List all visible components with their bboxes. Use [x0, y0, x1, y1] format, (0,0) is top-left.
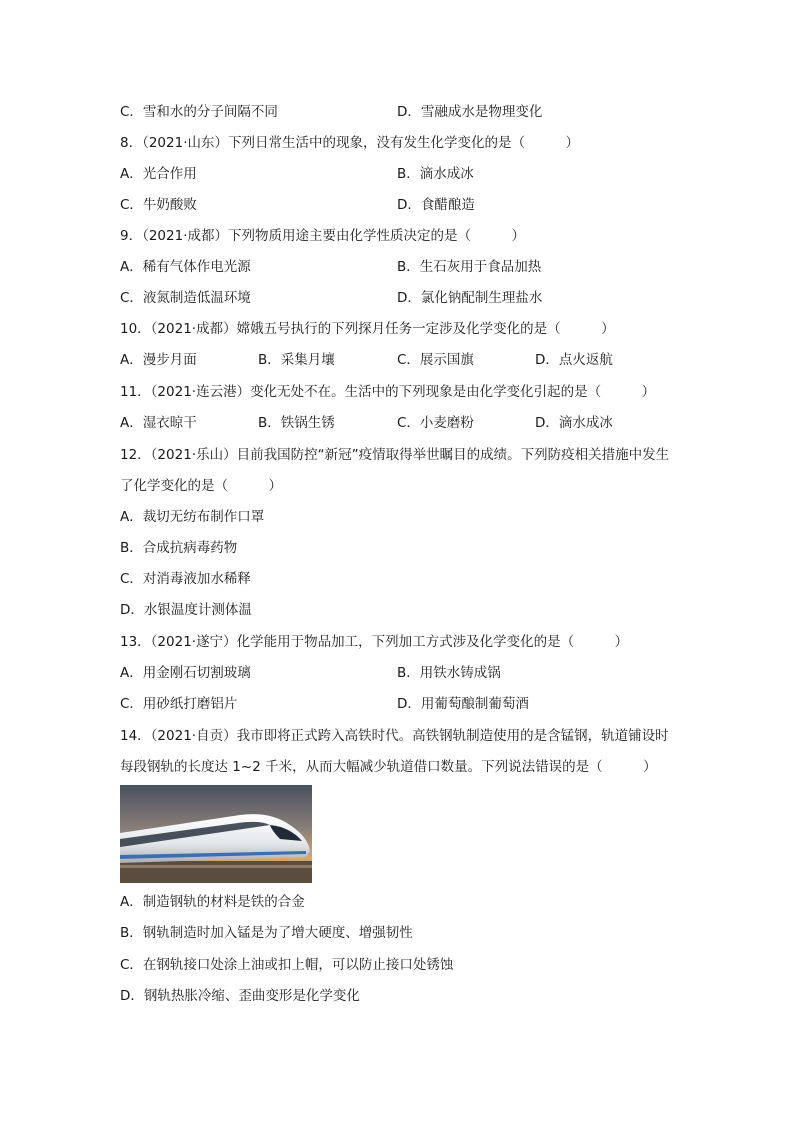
- q8-option-c: C．牛奶酸败: [120, 197, 197, 213]
- q11-stem: 11．（2021·连云港）变化无处不在。生活中的下列现象是由化学变化引起的是（ ）: [120, 384, 656, 400]
- q14-stem-line-2: 每段钢轨的长度达 1~2 千米，从而大幅减少轨道借口数量。下列说法错误的是（ ）: [120, 759, 657, 775]
- q11-option-d: D．滴水成冰: [535, 415, 613, 431]
- q11-option-a: A．湿衣晾干: [120, 415, 197, 431]
- q14-option-b: B．钢轨制造时加入锰是为了增大硬度、增强韧性: [120, 925, 413, 941]
- q14-stem-line-1: 14．（2021·自贡）我市即将正式跨入高铁时代。高铁钢轨制造使用的是含锰钢，轨道铺设时: [120, 728, 669, 744]
- q9-option-d: D．氯化钠配制生理盐水: [397, 290, 543, 306]
- q9-option-a: A．稀有气体作电光源: [120, 259, 251, 275]
- q9-option-b: B．生石灰用于食品加热: [397, 259, 542, 275]
- q10-option-d: D．点火返航: [535, 352, 613, 368]
- q14-option-d: D．钢轨热胀冷缩、歪曲变形是化学变化: [120, 988, 360, 1004]
- q12-option-a: A．裁切无纺布制作口罩: [120, 509, 265, 525]
- q7-option-d: D．雪融成水是物理变化: [397, 104, 543, 120]
- q13-option-d: D．用葡萄酿制葡萄酒: [397, 696, 529, 712]
- q10-option-b: B．采集月壤: [258, 352, 335, 368]
- q12-option-c: C．对消毒液加水稀释: [120, 571, 251, 587]
- q12-stem-line-2: 了化学变化的是（ ）: [120, 478, 282, 494]
- q7-option-c: C．雪和水的分子间隔不同: [120, 104, 278, 120]
- q8-option-b: B．滴水成冰: [397, 166, 474, 182]
- q12-option-b: B．合成抗病毒药物: [120, 540, 238, 556]
- q13-option-a: A．用金刚石切割玻璃: [120, 665, 251, 681]
- q10-option-a: A．漫步月面: [120, 352, 197, 368]
- q10-stem: 10．（2021·成都）嫦娥五号执行的下列探月任务一定涉及化学变化的是（ ）: [120, 321, 615, 337]
- q8-option-d: D．食醋酿造: [397, 197, 475, 213]
- q12-option-d: D．水银温度计测体温: [120, 602, 252, 618]
- q9-option-c: C．液氮制造低温环境: [120, 290, 251, 306]
- q11-option-c: C．小麦磨粉: [397, 415, 474, 431]
- q8-stem: 8．（2021·山东）下列日常生活中的现象，没有发生化学变化的是（ ）: [120, 135, 579, 151]
- q14-option-a: A．制造钢轨的材料是铁的合金: [120, 894, 305, 910]
- q8-option-a: A．光合作用: [120, 166, 197, 182]
- q13-option-b: B．用铁水铸成锅: [397, 665, 501, 681]
- q11-option-b: B．铁锅生锈: [258, 415, 335, 431]
- q14-option-c: C．在钢轨接口处涂上油或扣上帽，可以防止接口处锈蚀: [120, 957, 454, 973]
- high-speed-train-image: [120, 785, 312, 883]
- q13-option-c: C．用砂纸打磨铝片: [120, 696, 238, 712]
- q12-stem-line-1: 12．（2021·乐山）目前我国防控“新冠”疫情取得举世瞩目的成绩。下列防疫相关措施中发生: [120, 447, 670, 463]
- q13-stem: 13．（2021·遂宁）化学能用于物品加工，下列加工方式涉及化学变化的是（ ）: [120, 634, 629, 650]
- q10-option-c: C．展示国旗: [397, 352, 474, 368]
- q9-stem: 9．（2021·成都）下列物质用途主要由化学性质决定的是（ ）: [120, 228, 525, 244]
